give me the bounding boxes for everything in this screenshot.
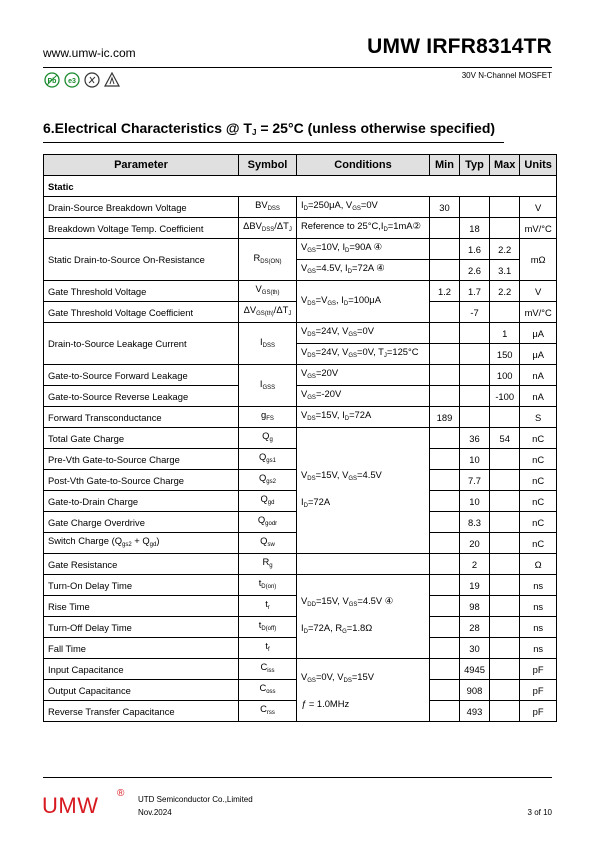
svg-text:Pb: Pb	[47, 78, 57, 85]
symbol-cell: $I_{DSS}$	[239, 323, 297, 365]
symbol-cell: $Q_g$	[239, 428, 297, 449]
unit-cell: mV/°C	[520, 302, 557, 323]
param-cell: Gate Resistance	[44, 554, 239, 575]
typ-cell: 98	[460, 596, 490, 617]
max-cell	[490, 302, 520, 323]
min-cell	[430, 701, 460, 722]
param-cell: Total Gate Charge	[44, 428, 239, 449]
typ-cell	[460, 407, 490, 428]
unit-cell: pF	[520, 659, 557, 680]
symbol-cell: $t_{D(off)}$	[239, 617, 297, 638]
pb-free-icon	[44, 72, 60, 88]
typ-cell	[460, 197, 490, 218]
typ-cell: 493	[460, 701, 490, 722]
table-row	[44, 239, 557, 260]
param-cell: Reverse Transfer Capacitance	[44, 701, 239, 722]
table-row	[44, 323, 557, 344]
symbol-cell: $Q_{gs2}$	[239, 470, 297, 491]
min-cell	[430, 239, 460, 260]
symbol-cell: $V_{GS(th)}$	[239, 281, 297, 302]
cond-cell: Reference to $25^\circ C,I_D=1mA②$	[297, 218, 430, 239]
max-cell: -100	[490, 386, 520, 407]
param-cell: Output Capacitance	[44, 680, 239, 701]
unit-cell: S	[520, 407, 557, 428]
min-cell	[430, 386, 460, 407]
typ-cell: 10	[460, 491, 490, 512]
table-row	[44, 659, 557, 680]
min-cell: 189	[430, 407, 460, 428]
param-cell: Static Drain-to-Source On-Resistance	[44, 239, 239, 281]
unit-cell: μA	[520, 344, 557, 365]
min-cell	[430, 260, 460, 281]
max-cell	[490, 575, 520, 596]
typ-cell: 1.7	[460, 281, 490, 302]
cond-cell: $V_{DS}=15V$, $V_{GS}=4.5V$ $I_D=72A$	[297, 428, 430, 554]
typ-cell: 28	[460, 617, 490, 638]
param-cell: Turn-Off Delay Time	[44, 617, 239, 638]
unit-cell: nC	[520, 491, 557, 512]
unit-cell: V	[520, 281, 557, 302]
publication-date: Nov.2024	[138, 808, 172, 817]
typ-cell: 20	[460, 533, 490, 554]
symbol-cell: $C_{oss}$	[239, 680, 297, 701]
unit-cell: V	[520, 197, 557, 218]
table-row	[44, 218, 557, 239]
col-header: Conditions	[297, 155, 430, 176]
table-row	[44, 386, 557, 407]
typ-cell: 8.3	[460, 512, 490, 533]
table-row	[44, 554, 557, 575]
col-header: Min	[430, 155, 460, 176]
max-cell	[490, 680, 520, 701]
unit-cell: ns	[520, 638, 557, 659]
min-cell: 30	[430, 197, 460, 218]
min-cell	[430, 680, 460, 701]
typ-cell: 4945	[460, 659, 490, 680]
page-number: 3 of 10	[527, 808, 552, 817]
unit-cell: nC	[520, 512, 557, 533]
max-cell	[490, 701, 520, 722]
esd-icon	[104, 72, 120, 88]
symbol-cell: $BV_{DSS}$	[239, 197, 297, 218]
typ-cell	[460, 365, 490, 386]
typ-cell: 2.6	[460, 260, 490, 281]
symbol-cell: $I_{GSS}$	[239, 365, 297, 407]
min-cell	[430, 575, 460, 596]
max-cell	[490, 617, 520, 638]
min-cell	[430, 554, 460, 575]
max-cell: 3.1	[490, 260, 520, 281]
min-cell	[430, 323, 460, 344]
max-cell	[490, 596, 520, 617]
max-cell	[490, 449, 520, 470]
param-cell: Gate-to-Source Forward Leakage	[44, 365, 239, 386]
col-header: Typ	[460, 155, 490, 176]
cond-cell: $V_{GS}=0V$, $V_{DS}=15V$ ƒ = 1.0MHz	[297, 659, 430, 722]
unit-cell: nC	[520, 470, 557, 491]
unit-cell: pF	[520, 680, 557, 701]
unit-cell: mΩ	[520, 239, 557, 281]
typ-cell: 908	[460, 680, 490, 701]
min-cell: 1.2	[430, 281, 460, 302]
typ-cell: 1.6	[460, 239, 490, 260]
param-cell: Forward Transconductance	[44, 407, 239, 428]
min-cell	[430, 218, 460, 239]
rohs-icon	[84, 72, 100, 88]
symbol-cell: $Q_{gd}$	[239, 491, 297, 512]
param-cell: Rise Time	[44, 596, 239, 617]
max-cell	[490, 197, 520, 218]
table-row	[44, 407, 557, 428]
max-cell	[490, 638, 520, 659]
min-cell	[430, 365, 460, 386]
cond-cell: $V_{DS}=24V$, $V_{GS}=0V$, $T_J=125^\circ C$	[297, 344, 430, 365]
cond-cell: $V_{DS}=V_{GS}$, $I_D=100\mu A$	[297, 281, 430, 323]
max-cell	[490, 218, 520, 239]
symbol-cell: $R_{DS(ON)}$	[239, 239, 297, 281]
min-cell	[430, 659, 460, 680]
min-cell	[430, 533, 460, 554]
param-cell: Input Capacitance	[44, 659, 239, 680]
typ-cell: 18	[460, 218, 490, 239]
param-cell: Gate-to-Drain Charge	[44, 491, 239, 512]
umw-logo: UMW	[42, 793, 99, 818]
typ-cell	[460, 386, 490, 407]
registered-mark: ®	[117, 788, 125, 799]
max-cell: 54	[490, 428, 520, 449]
param-cell: Gate Threshold Voltage Coefficient	[44, 302, 239, 323]
col-header: Units	[520, 155, 557, 176]
cond-cell: $V_{GS}=10V$, $I_D=90A$ ④	[297, 239, 430, 260]
param-cell: Switch Charge $(Q_{gs2} + Q_{gd})$	[44, 533, 239, 554]
table-row	[44, 575, 557, 596]
param-cell: Pre-Vth Gate-to-Source Charge	[44, 449, 239, 470]
unit-cell: ns	[520, 575, 557, 596]
typ-cell: 19	[460, 575, 490, 596]
min-cell	[430, 512, 460, 533]
cond-cell: $I_D=250\mu A$, $V_{GS}=0V$	[297, 197, 430, 218]
min-cell	[430, 302, 460, 323]
param-cell: Gate Charge Overdrive	[44, 512, 239, 533]
cond-cell: $V_{GS}=4.5V$, $I_D=72A$ ④	[297, 260, 430, 281]
static-label: Static	[44, 176, 557, 197]
max-cell: 100	[490, 365, 520, 386]
max-cell	[490, 407, 520, 428]
footer-rule	[43, 777, 552, 778]
typ-cell: 36	[460, 428, 490, 449]
cond-cell: $V_{GS}=-20V$	[297, 386, 430, 407]
min-cell	[430, 491, 460, 512]
symbol-cell: $R_g$	[239, 554, 297, 575]
param-cell: Drain-to-Source Leakage Current	[44, 323, 239, 365]
unit-cell: ns	[520, 617, 557, 638]
param-cell: Drain-Source Breakdown Voltage	[44, 197, 239, 218]
typ-cell	[460, 323, 490, 344]
cond-cell: $V_{GS}=20V$	[297, 365, 430, 386]
min-cell	[430, 428, 460, 449]
symbol-cell: $Q_{gs1}$	[239, 449, 297, 470]
max-cell: 2.2	[490, 239, 520, 260]
table-row	[44, 365, 557, 386]
min-cell	[430, 470, 460, 491]
symbol-cell: $C_{rss}$	[239, 701, 297, 722]
max-cell	[490, 512, 520, 533]
col-header: Max	[490, 155, 520, 176]
unit-cell: pF	[520, 701, 557, 722]
document-subtitle: 30V N-Channel MOSFET	[461, 71, 552, 80]
symbol-cell: $\Delta BV_{DSS}/\Delta T_J$	[239, 218, 297, 239]
symbol-cell: $\Delta V_{GS(th)}/\Delta T_J$	[239, 302, 297, 323]
param-cell: Turn-On Delay Time	[44, 575, 239, 596]
table-row	[44, 176, 557, 197]
unit-cell: nC	[520, 449, 557, 470]
table-row	[44, 281, 557, 302]
max-cell: 2.2	[490, 281, 520, 302]
cond-cell: $V_{DD}=15V$, $V_{GS}=4.5V$ ④ $I_D=72A$, $R_G=1.8\Omega$	[297, 575, 430, 659]
max-cell: 1	[490, 323, 520, 344]
unit-cell: Ω	[520, 554, 557, 575]
unit-cell: ns	[520, 596, 557, 617]
company-name: UTD Semiconductor Co.,Limited	[138, 795, 253, 804]
header-rule	[43, 67, 552, 68]
col-header: Symbol	[239, 155, 297, 176]
max-cell	[490, 491, 520, 512]
section-rule	[43, 142, 504, 143]
typ-cell: 10	[460, 449, 490, 470]
unit-cell: nC	[520, 428, 557, 449]
typ-cell: 7.7	[460, 470, 490, 491]
unit-cell: nA	[520, 386, 557, 407]
max-cell	[490, 554, 520, 575]
param-cell: Gate Threshold Voltage	[44, 281, 239, 302]
typ-cell: -7	[460, 302, 490, 323]
table-row	[44, 428, 557, 449]
min-cell	[430, 344, 460, 365]
symbol-cell: $t_{D(on)}$	[239, 575, 297, 596]
symbol-cell: $Q_{godr}$	[239, 512, 297, 533]
symbol-cell: $t_r$	[239, 596, 297, 617]
max-cell	[490, 533, 520, 554]
cond-cell: $V_{DS}=15V$, $I_D=72A$	[297, 407, 430, 428]
min-cell	[430, 638, 460, 659]
website-url: www.umw-ic.com	[43, 46, 136, 60]
unit-cell: nA	[520, 365, 557, 386]
electrical-characteristics-table	[43, 154, 557, 722]
typ-cell: 30	[460, 638, 490, 659]
table-row	[44, 197, 557, 218]
max-cell	[490, 470, 520, 491]
param-cell: Gate-to-Source Reverse Leakage	[44, 386, 239, 407]
typ-cell: 2	[460, 554, 490, 575]
col-header: Parameter	[44, 155, 239, 176]
section-title: 6.Electrical Characteristics @ $T_J = 25^\circ C$ (unless otherwise specified)	[43, 120, 496, 137]
cond-cell	[297, 554, 430, 575]
min-cell	[430, 596, 460, 617]
table-header-row	[44, 155, 557, 176]
typ-cell	[460, 344, 490, 365]
max-cell: 150	[490, 344, 520, 365]
param-cell: Breakdown Voltage Temp. Coefficient	[44, 218, 239, 239]
max-cell	[490, 659, 520, 680]
e3-icon	[64, 72, 80, 88]
unit-cell: nC	[520, 533, 557, 554]
symbol-cell: $t_f$	[239, 638, 297, 659]
symbol-cell: $C_{iss}$	[239, 659, 297, 680]
document-title: UMW IRFR8314TR	[367, 35, 552, 58]
svg-text:e3: e3	[68, 78, 76, 85]
min-cell	[430, 449, 460, 470]
param-cell: Fall Time	[44, 638, 239, 659]
symbol-cell: $g_{FS}$	[239, 407, 297, 428]
param-cell: Post-Vth Gate-to-Source Charge	[44, 470, 239, 491]
min-cell	[430, 617, 460, 638]
unit-cell: mV/°C	[520, 218, 557, 239]
cond-cell: $V_{DS}=24V$, $V_{GS}=0V$	[297, 323, 430, 344]
symbol-cell: $Q_{sw}$	[239, 533, 297, 554]
unit-cell: μA	[520, 323, 557, 344]
compliance-icons	[44, 72, 120, 88]
